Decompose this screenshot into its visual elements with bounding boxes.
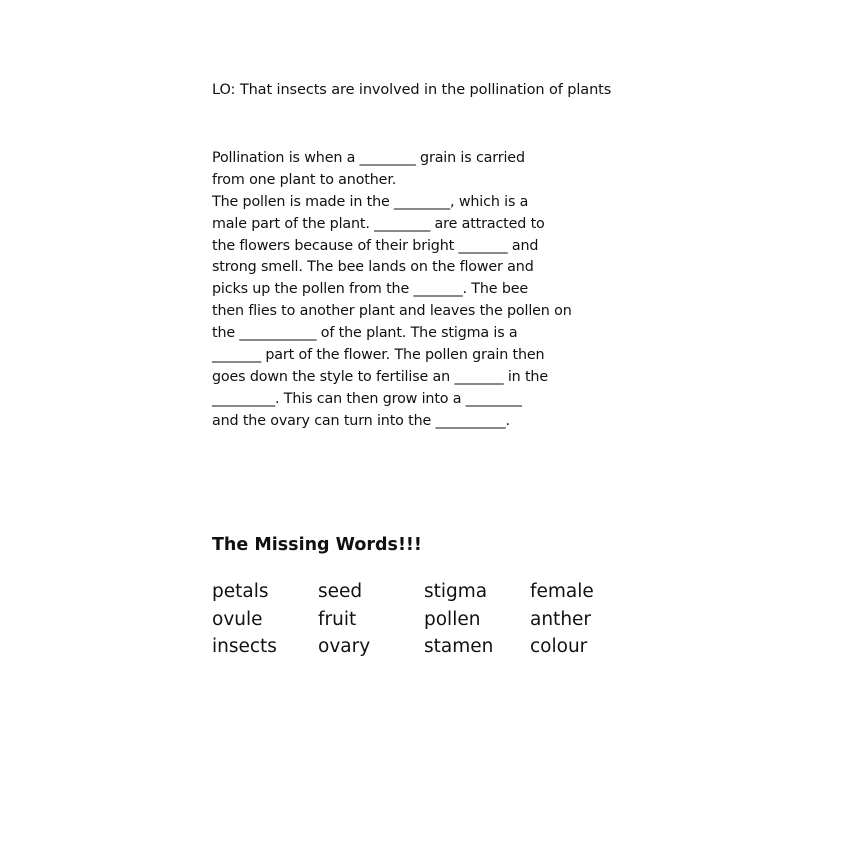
- word-bank-item: stamen: [424, 636, 494, 657]
- passage-line: picks up the pollen from the _______. The bee: [212, 281, 529, 298]
- word-bank-item: pollen: [424, 608, 481, 630]
- word-bank-item: insects: [212, 636, 277, 657]
- passage-line: _________. This can then grow into a ________: [212, 390, 522, 407]
- passage-line: Pollination is when a ________ grain is carried: [212, 150, 525, 166]
- missing-words-heading: The Missing Words!!!: [212, 535, 422, 555]
- passage-line: strong smell. The bee lands on the flower and: [212, 259, 534, 276]
- word-bank-item: female: [530, 581, 594, 602]
- passage-line: goes down the style to fertilise an _______ in the: [212, 368, 548, 385]
- word-bank: [212, 578, 636, 661]
- word-bank-item: ovule: [212, 608, 263, 630]
- passage-line: the flowers because of their bright _______ and: [212, 237, 539, 254]
- word-bank-item: stigma: [424, 581, 488, 602]
- word-bank-item: anther: [530, 608, 592, 630]
- passage-line: then flies to another plant and leaves the pollen on: [212, 303, 572, 320]
- word-bank-item: colour: [530, 636, 588, 657]
- word-bank-item: ovary: [318, 636, 371, 657]
- cloze-passage: [212, 148, 602, 433]
- word-bank-item: petals: [212, 581, 269, 602]
- passage-line: _______ part of the flower. The pollen grain then: [212, 347, 545, 364]
- word-bank-item: seed: [318, 581, 363, 602]
- passage-line: from one plant to another.: [212, 171, 397, 188]
- learning-objective: LO: That insects are involved in the pollination of plants: [212, 82, 612, 98]
- passage-line: the ___________ of the plant. The stigma is a: [212, 325, 518, 342]
- word-bank-item: fruit: [318, 608, 357, 630]
- passage-line: male part of the plant. ________ are attracted to: [212, 215, 545, 232]
- passage-line: The pollen is made in the ________, which is a: [212, 193, 529, 210]
- passage-line: and the ovary can turn into the __________.: [212, 412, 510, 429]
